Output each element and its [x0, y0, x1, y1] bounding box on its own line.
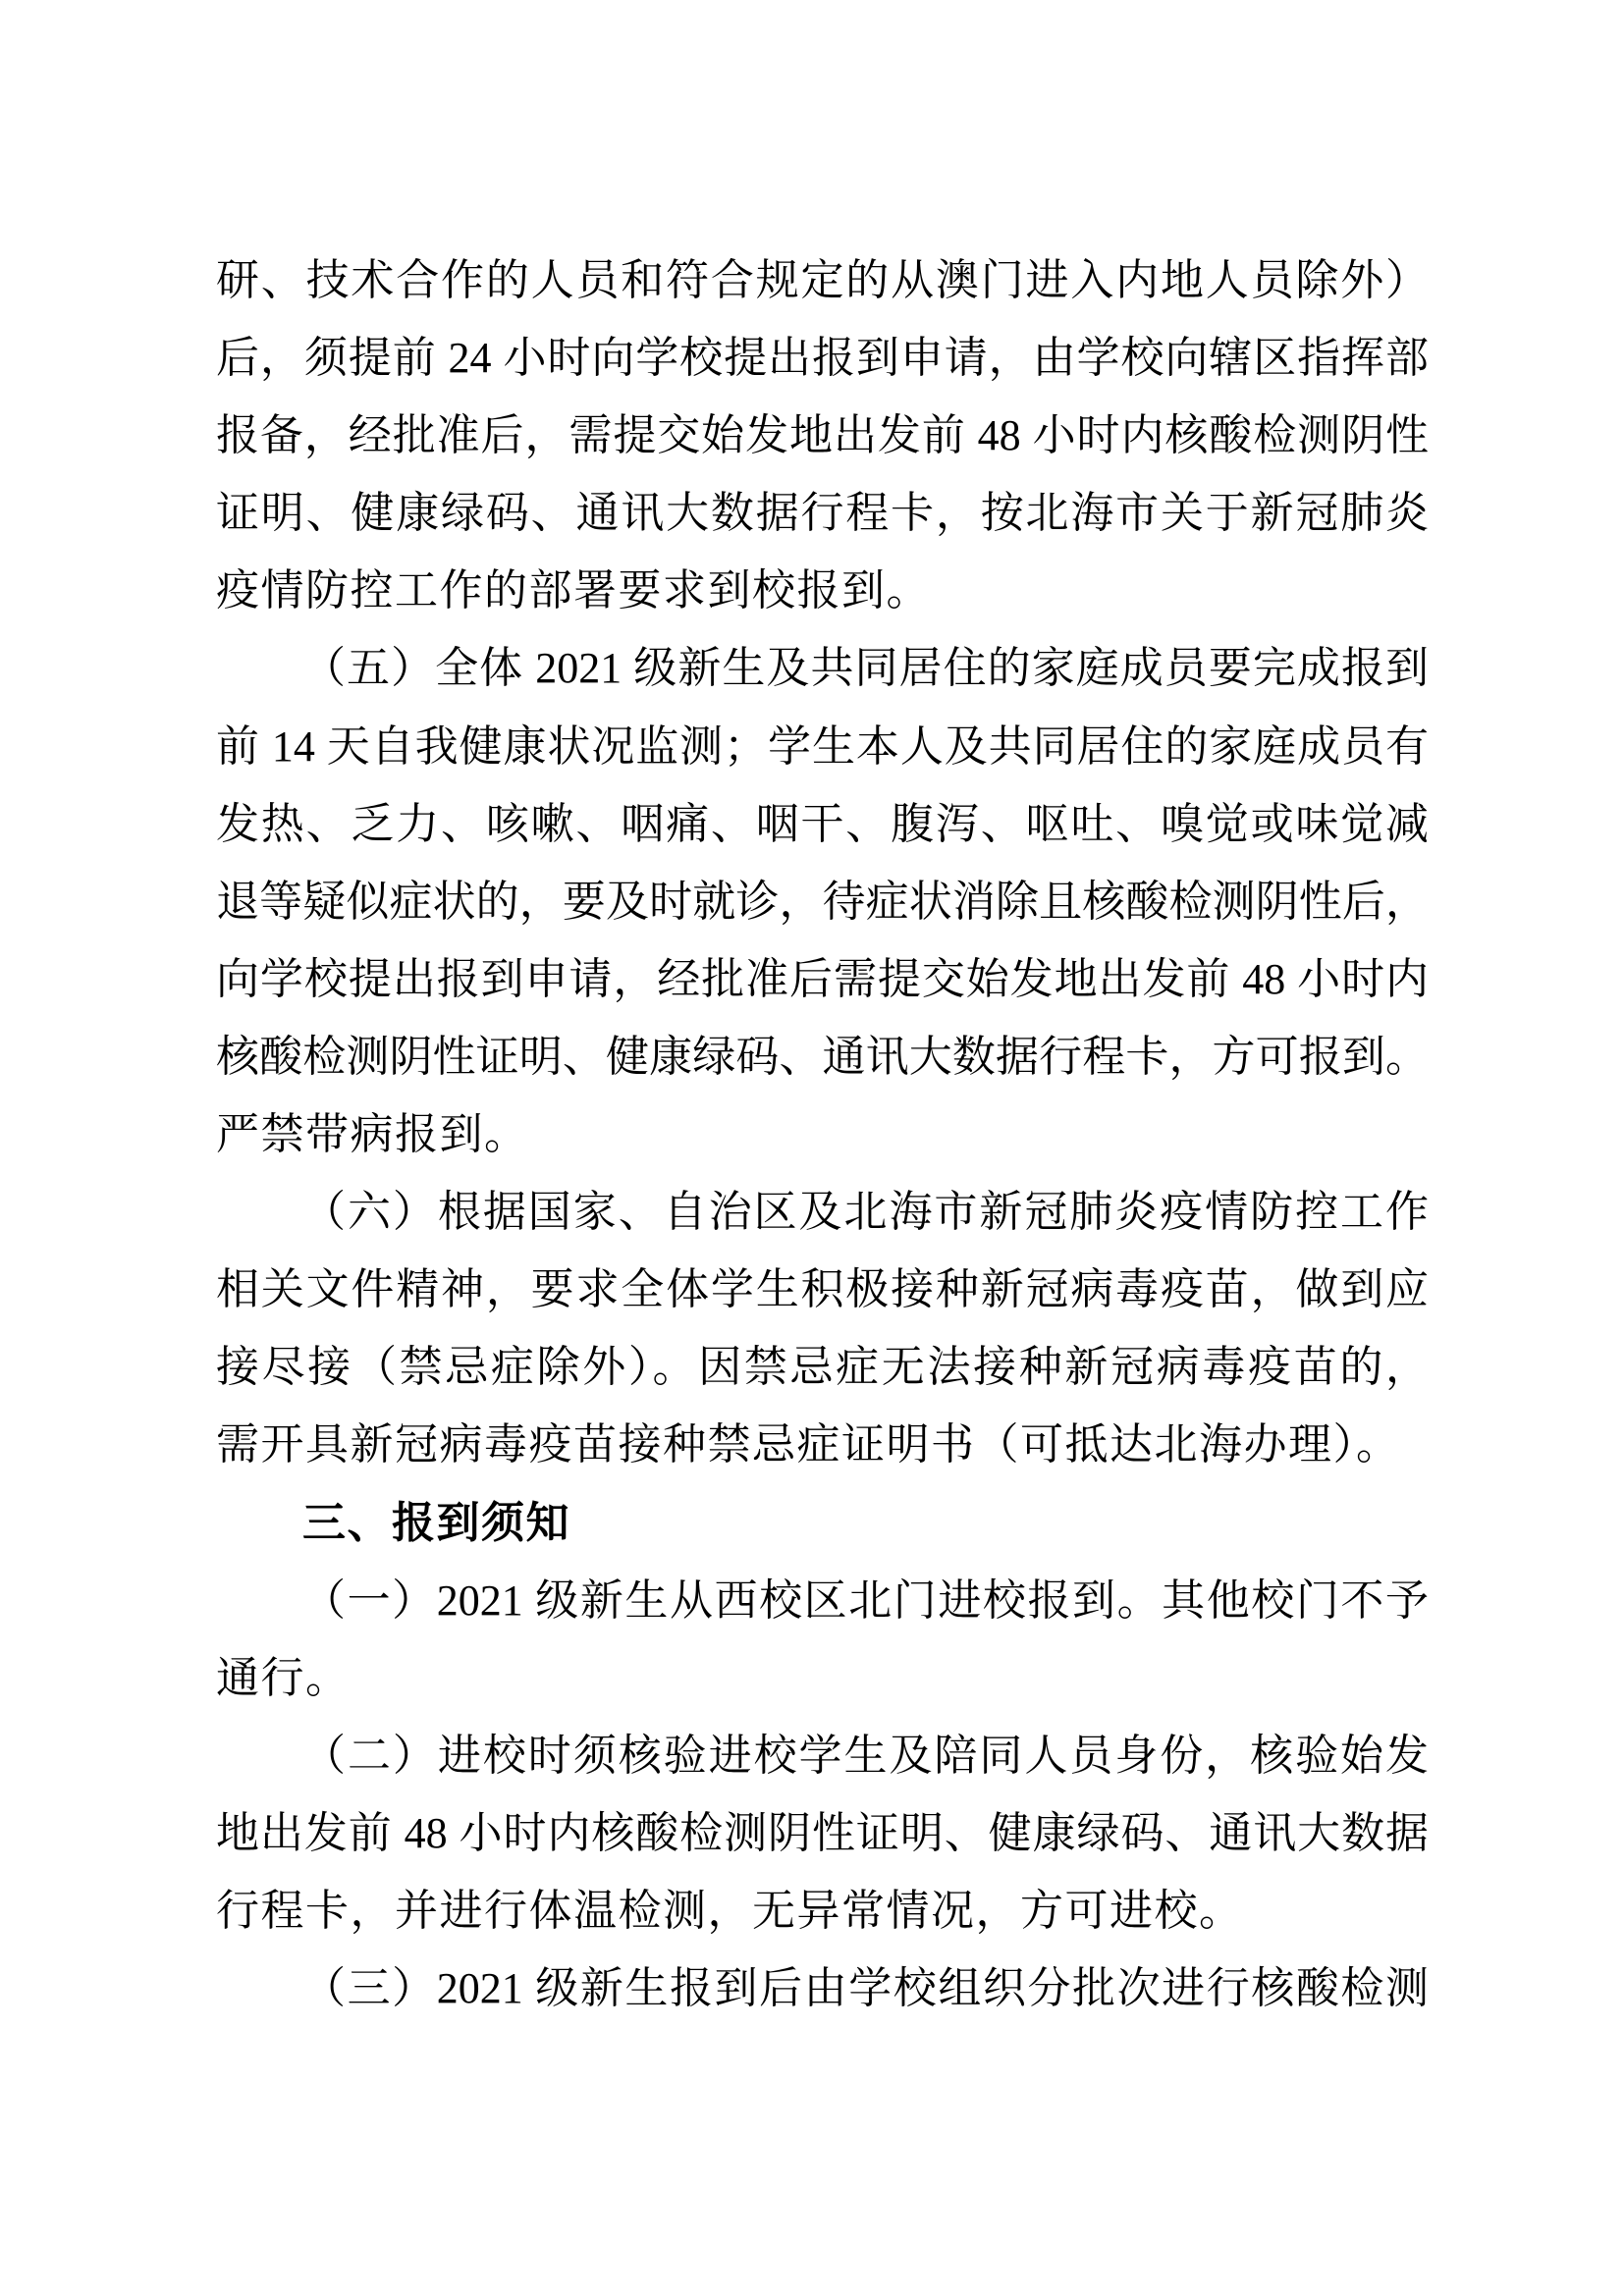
- text-line: 前 14 天自我健康状况监测；学生本人及共同居住的家庭成员有: [216, 721, 1429, 771]
- text-line: 发热、乏力、咳嗽、咽痛、咽干、腹泻、呕吐、嗅觉或味觉减: [216, 799, 1429, 848]
- section-heading: 三、报到须知: [302, 1498, 570, 1547]
- text-line: 地出发前 48 小时内核酸检测阴性证明、健康绿码、通讯大数据: [216, 1808, 1429, 1857]
- text-line: 核酸检测阴性证明、健康绿码、通讯大数据行程卡，方可报到。: [216, 1032, 1429, 1081]
- text-line: 向学校提出报到申请，经批准后需提交始发地出发前 48 小时内: [216, 954, 1429, 1003]
- text-line: 严禁带病报到。: [216, 1110, 529, 1159]
- text-line: 接尽接（禁忌症除外）。因禁忌症无法接种新冠病毒疫苗的，: [216, 1343, 1429, 1392]
- text-line: 通行。: [216, 1653, 351, 1702]
- text-line: 后，须提前 24 小时向学校提出报到申请，由学校向辖区指挥部: [216, 334, 1429, 383]
- text-line: 疫情防控工作的部署要求到校报到。: [216, 566, 931, 615]
- text-line: （六）根据国家、自治区及北海市新冠肺炎疫情防控工作: [302, 1188, 1429, 1237]
- text-line: （五）全体 2021 级新生及共同居住的家庭成员要完成报到: [302, 644, 1429, 693]
- text-line: 退等疑似症状的，要及时就诊，待症状消除且核酸检测阴性后，: [216, 877, 1429, 926]
- text-line: （一）2021 级新生从西校区北门进校报到。其他校门不予: [302, 1575, 1429, 1625]
- document-body: [216, 241, 1429, 2027]
- text-line: （二）进校时须核验进校学生及陪同人员身份，核验始发: [302, 1731, 1429, 1780]
- text-line: 行程卡，并进行体温检测，无异常情况，方可进校。: [216, 1886, 1244, 1935]
- text-line: 需开具新冠病毒疫苗接种禁忌症证明书（可抵达北海办理）。: [216, 1420, 1401, 1469]
- text-line: 报备，经批准后，需提交始发地出发前 48 小时内核酸检测阴性: [216, 411, 1429, 460]
- text-line: 研、技术合作的人员和符合规定的从澳门进入内地人员除外）: [216, 256, 1429, 304]
- text-line: （三）2021 级新生报到后由学校组织分批次进行核酸检测: [302, 1964, 1429, 2013]
- text-line: 证明、健康绿码、通讯大数据行程卡，按北海市关于新冠肺炎: [216, 489, 1429, 538]
- text-line: 相关文件精神，要求全体学生积极接种新冠病毒疫苗，做到应: [216, 1265, 1429, 1314]
